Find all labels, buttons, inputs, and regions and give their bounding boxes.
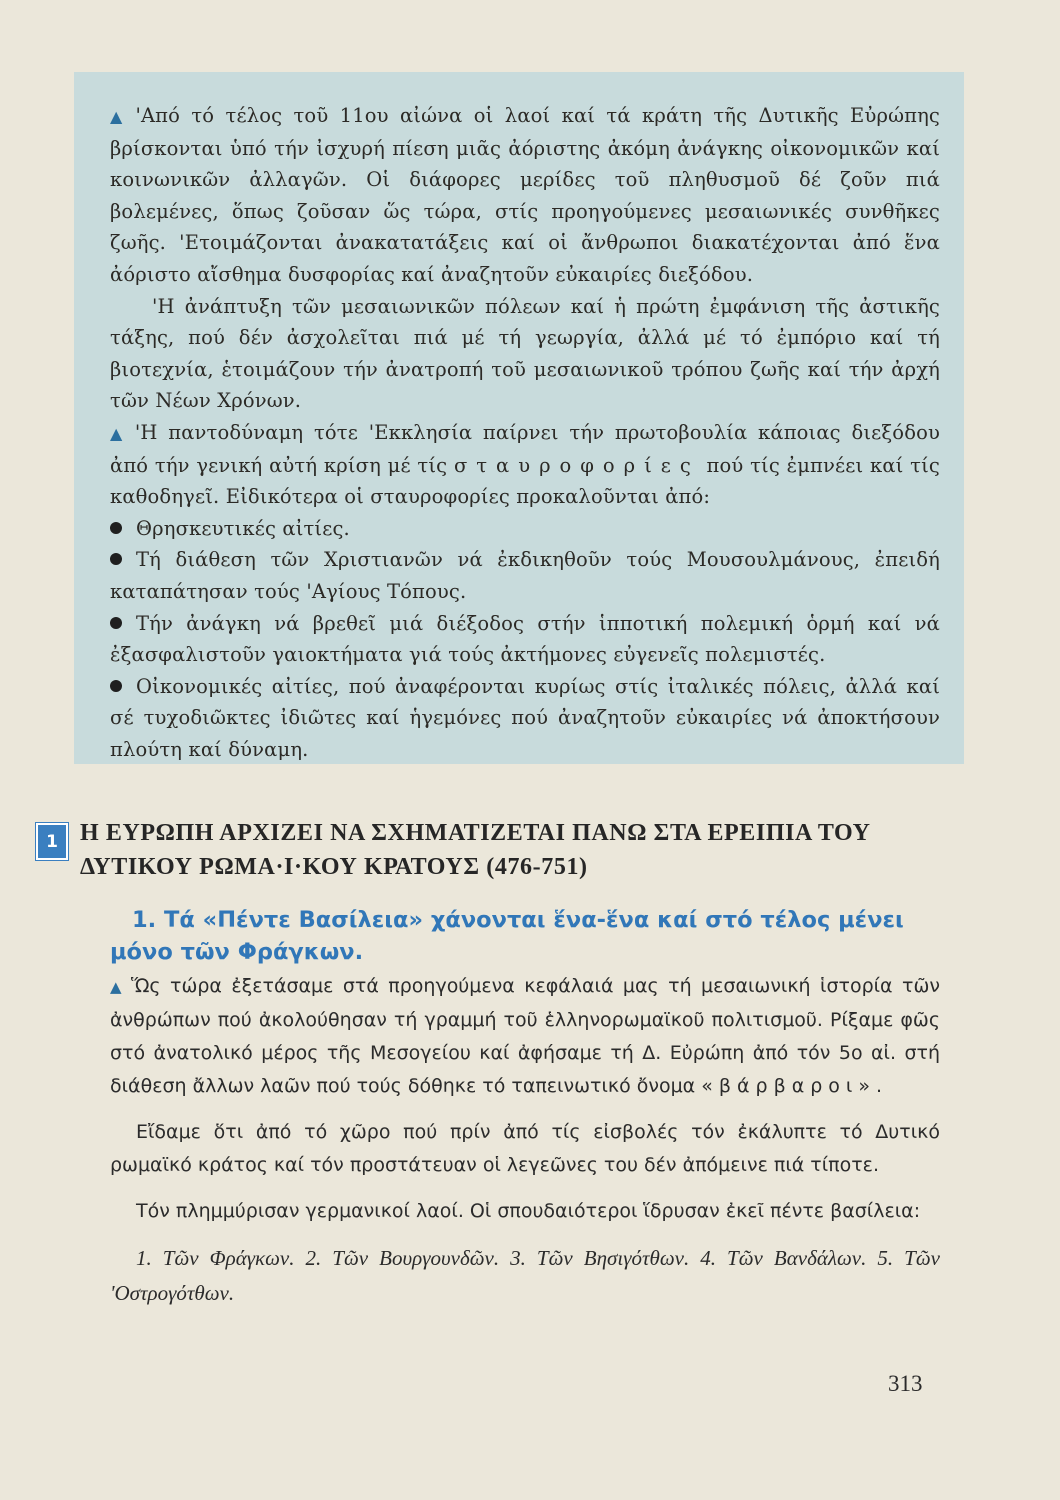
bullet-text: Θρησκευτικές αἰτίες.	[136, 516, 350, 540]
chapter-title-line-1: Η ΕΥΡΩΠΗ ΑΡΧΙΖΕΙ ΝΑ ΣΧΗΜΑΤΙΖΕΤΑΙ ΠΑΝΩ ΣΤΑ ΕΡΕΙΠΙΑ ΤΟΥ	[80, 820, 871, 846]
chapter-title-line-2: ΔΥΤΙΚΟΥ ΡΩΜΑ·Ι·ΚΟΥ ΚΡΑΤΟΥΣ (476-751)	[80, 854, 588, 880]
chapter-title	[80, 816, 950, 884]
box-paragraph-2: 'Η ἀνάπτυξη τῶν μεσαιωνικῶν πόλεων καί ἡ πρώτη ἐμφάνιση τῆς ἀστικῆς τάξης, πού δέν ἀσχολεῖται πιά μέ τή γεωργία, ἀλλά μέ τό ἐμπόριο καί τή βιοτεχνία, ἑτοιμάζουν τήν ἀνατροπή τοῦ μεσαιωνικοῦ τρόπου ζωῆς καί τήν ἀρχή τῶν Νέων Χρόνων.	[110, 294, 940, 413]
bullet-item-2	[110, 544, 940, 607]
body-paragraph-3: Τόν πλημμύρισαν γερμανικοί λαοί. Οἱ σπουδαιότεροι ἵδρυσαν ἐκεῖ πέντε βασίλεια:	[136, 1200, 921, 1222]
section-heading-line-1: 1. Τά «Πέντε Βασίλεια» χάνονται ἕνα-ἕνα καί στό τέλος μένει	[132, 907, 904, 933]
bullet-item-1	[110, 513, 940, 545]
bullet-icon	[110, 522, 122, 534]
box-paragraph-1	[110, 100, 940, 291]
triangle-marker-icon: ▲	[110, 423, 127, 443]
bullet-text: Τή διάθεση τῶν Χριστιανῶν νά ἐκδικηθοῦν τούς Μουσουλμάνους, ἐπειδή καταπάτησαν τούς 'Αγίους Τόπους.	[110, 548, 940, 603]
body-paragraph-2: Εἴδαμε ὅτι ἀπό τό χῶρο πού πρίν ἀπό τίς εἰσβολές τόν ἐκάλυπτε τό Δυτικό ρωμαϊκό κράτος καί τόν προστάτευαν οἱ λεγεῶνες του δέν ἀπόμεινε πιά τίποτε.	[110, 1121, 940, 1176]
box-paragraph-3-text-a: 'Η παντοδύναμη τότε 'Εκκλησία παίρνει τήν πρωτοβουλία κάποιας διεξόδου ἀπό τήν γενική αὐτή κρίση μέ τίς	[110, 420, 940, 477]
body-paragraph-1-text: Ὥς τώρα ἐξετάσαμε στά προηγούμενα κεφάλαιά μας τή μεσαιωνική ἱστορία τῶν ἀνθρώπων πού ἀκολούθησαν τή γραμμή τοῦ ἑλληνορωμαϊκοῦ πολιτισμοῦ. Ρίξαμε φῶς στό ἀνατολικό μέρος τῆς Μεσογείου καί ἀφήσαμε τή Δ. Εὐρώπη ἀπό τόν 5ο αἰ. στή διάθεση ἄλλων λαῶν πού τούς δόθηκε τό ταπεινωτικό ὄνομα	[110, 975, 940, 1097]
bullet-text: Τήν ἀνάγκη νά βρεθεῖ μιά διέξοδος στήν ἱπποτική πολεμική ὁρμή καί νά ἐξασφαλιστοῦν γαιοκτήματα γιά τούς ἀκτήμονες εὐγενεῖς πολεμιστές.	[110, 611, 940, 667]
section-body	[110, 970, 940, 1324]
spaced-term-barbarians: «βάρβαροι».	[701, 1075, 889, 1097]
kingdoms-list: 1. Τῶν Φράγκων. 2. Τῶν Βουργουνδῶν. 3. Τῶν Βησιγότθων. 4. Τῶν Βανδάλων. 5. Τῶν 'Οστρογότθων.	[110, 1246, 940, 1305]
body-paragraph-1	[110, 970, 940, 1103]
box-paragraph-1-text: 'Από τό τέλος τοῦ 11ου αἰώνα οἱ λαοί καί τά κράτη τῆς Δυτικῆς Εὐρώπης βρίσκονται ὑπό τήν ἰσχυρή πίεση μιᾶς ἀόριστης ἀκόμη ἀνάγκης οἰκονομικῶν καί κοινωνικῶν ἀλλαγῶν. Οἱ διάφορες μερίδες τοῦ πληθυσμοῦ δέ ζοῦν πιά βολεμένες, ὅπως ζοῦσαν ὥς τώρα, στίς προηγούμενες μεσαιωνικές συνθῆκες ζωῆς. 'Ετοιμάζονται ἀνακατατάξεις καί οἱ ἄνθρωποι διακατέχονται ἀπό ἕνα ἀόριστο αἴσθημα δυσφορίας καί ἀναζητοῦν εὐκαιρίες διεξόδου.	[110, 104, 940, 286]
page-number: 313	[888, 1371, 923, 1396]
triangle-marker-icon: ▲	[110, 978, 125, 996]
bullet-item-4	[110, 671, 940, 766]
section-heading	[110, 904, 950, 968]
box-paragraph-3-text-b: πού τίς ἐμπνέει καί τίς καθοδηγεῖ. Εἰδικότερα οἱ σταυροφορίες προκαλοῦνται ἀπό:	[110, 453, 940, 509]
section-heading-line-2: μόνο τῶν Φράγκων.	[110, 939, 364, 965]
bullet-icon	[110, 680, 122, 692]
bullet-item-3	[110, 608, 940, 671]
bullet-icon	[110, 553, 122, 565]
triangle-marker-icon: ▲	[110, 107, 128, 126]
chapter-number-badge: 1	[36, 823, 68, 860]
box-paragraph-3	[110, 417, 940, 513]
bullet-text: Οἰκονομικές αἰτίες, πού ἀναφέρονται κυρίως στίς ἰταλικές πόλεις, ἀλλά καί σέ τυχοδιῶκτες ἰδιῶτες καί ἡγεμόνες πού ἀναζητοῦν εὐκαιρίες νά ἀποκτήσουν πλούτη καί δύναμη.	[110, 674, 940, 761]
highlight-box-text	[110, 100, 940, 765]
bullet-icon	[110, 617, 122, 629]
spaced-term-crusades: σταυροφορίες	[453, 453, 700, 477]
